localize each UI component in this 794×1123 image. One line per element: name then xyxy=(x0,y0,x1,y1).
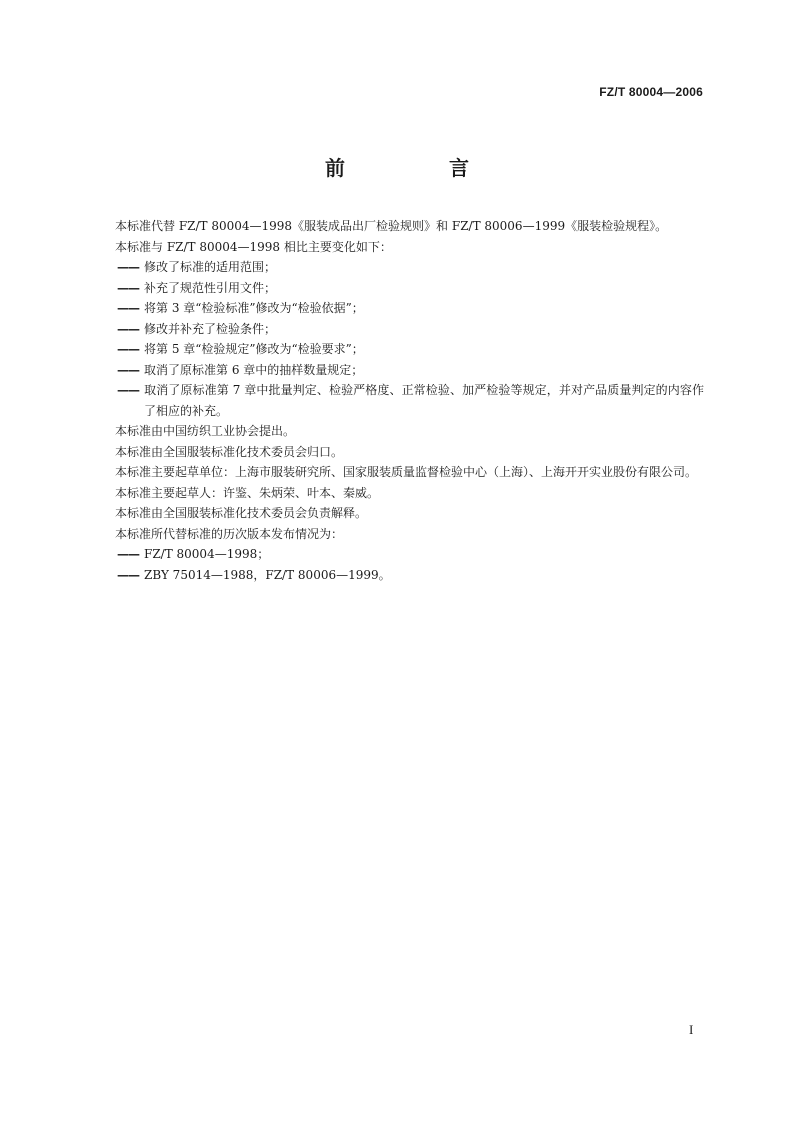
page-title: 前 言 xyxy=(325,156,511,180)
paragraph-proposer: 本标准由中国纺织工业协会提出。 xyxy=(115,424,296,438)
document-body xyxy=(91,216,704,585)
change-item-text: 补充了规范性引用文件； xyxy=(144,280,277,295)
change-item-text: 取消了原标准第 6 章中的抽样数量规定； xyxy=(144,362,364,377)
dash-marker: —— xyxy=(117,362,139,377)
change-item xyxy=(91,257,704,278)
dash-marker: —— xyxy=(117,321,139,336)
history-item xyxy=(91,565,704,586)
dash-marker: —— xyxy=(117,342,139,356)
paragraph-drafting-units: 本标准主要起草单位：上海市服装研究所、国家服装质量监督检验中心（上海）、上海开开实业股份有限公司。 xyxy=(115,465,698,479)
change-item-text: 修改并补充了检验条件； xyxy=(144,321,277,336)
change-item xyxy=(91,380,704,421)
paragraph-drafters: 本标准主要起草人：许鉴、朱炳荣、叶本、秦威。 xyxy=(115,485,380,500)
dash-marker: —— xyxy=(117,547,139,561)
dash-marker: —— xyxy=(117,567,139,582)
paragraph-changes-intro: 本标准与 FZ/T 80004—1998 相比主要变化如下： xyxy=(115,239,392,254)
history-item-text: ZBY 75014—1988，FZ/T 80006—1999。 xyxy=(144,567,391,582)
change-item xyxy=(91,278,704,299)
dash-marker: —— xyxy=(117,260,139,274)
change-item xyxy=(91,339,704,360)
paragraph-history-intro: 本标准所代替标准的历次版本发布情况为： xyxy=(115,526,344,541)
change-item-text: 将第 3 章“检验标准”修改为“检验依据”； xyxy=(144,301,364,315)
page-number: I xyxy=(689,1022,694,1037)
change-item-text: 将第 5 章“检验规定”修改为“检验要求”； xyxy=(144,342,364,356)
paragraph-replacement: 本标准代替 FZ/T 80004—1998《服装成品出厂检验规则》和 FZ/T 80006—1999《服装检验规程》。 xyxy=(115,219,668,233)
change-item-text: 修改了标准的适用范围； xyxy=(144,260,277,274)
dash-marker: —— xyxy=(117,301,139,315)
change-item xyxy=(91,319,704,340)
change-item xyxy=(91,298,704,319)
history-item-text: FZ/T 80004—1998； xyxy=(144,547,270,561)
paragraph-centralized: 本标准由全国服装标准化技术委员会归口。 xyxy=(115,444,344,459)
change-item xyxy=(91,360,704,381)
dash-marker: —— xyxy=(117,280,139,295)
paragraph-interpretation: 本标准由全国服装标准化技术委员会负责解释。 xyxy=(115,506,368,520)
standard-code: FZ/T 80004—2006 xyxy=(599,85,703,99)
change-item-text: 取消了原标准第 7 章中批量判定、检验严格度、正常检验、加严检验等规定，并对产品质量判定的内容作了相应的补充。 xyxy=(144,383,704,418)
history-item xyxy=(91,544,704,565)
dash-marker: —— xyxy=(117,383,139,397)
